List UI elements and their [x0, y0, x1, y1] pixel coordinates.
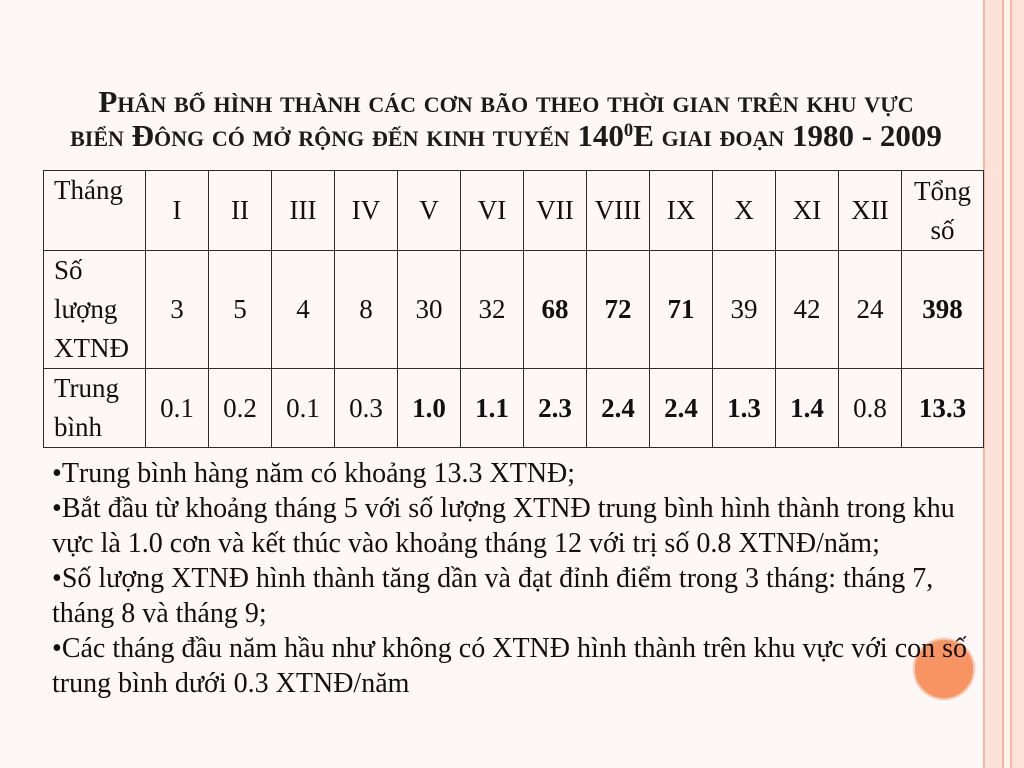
header-month-cell: XII: [839, 171, 902, 251]
bullet-item: [52, 561, 980, 631]
decorative-stripe: [1012, 0, 1024, 768]
bullet-item: [52, 631, 980, 701]
table-row-count: [44, 251, 984, 369]
header-month-cell: IX: [650, 171, 713, 251]
degree-superscript: 0: [623, 119, 634, 141]
bullet-text: Các tháng đầu năm hầu như không có XTNĐ hình thành trên khu vực với con số trung bình dưới 0.3 XTNĐ/năm: [52, 633, 968, 699]
table-header-row: [44, 171, 984, 251]
average-cell: 1.4: [776, 369, 839, 448]
storm-frequency-table: [43, 170, 984, 448]
bullet-marker: •: [52, 563, 62, 594]
title-line-2: [40, 119, 972, 153]
count-cell: 71: [650, 251, 713, 369]
bullet-list: [52, 456, 980, 701]
count-cell: 8: [335, 251, 398, 369]
average-total-cell: 13.3: [902, 369, 984, 448]
header-month-cell: IV: [335, 171, 398, 251]
average-cell: 0.8: [839, 369, 902, 448]
bullet-marker: •: [52, 458, 62, 489]
average-cell: 2.4: [587, 369, 650, 448]
row-label-cell: Số lượng XTNĐ: [44, 251, 146, 369]
header-month-cell: VIII: [587, 171, 650, 251]
bullet-item: [52, 491, 980, 561]
bullet-text: Trung bình hàng năm có khoảng 13.3 XTNĐ;: [61, 458, 576, 489]
header-month-cell: XI: [776, 171, 839, 251]
header-month-cell: VII: [524, 171, 587, 251]
header-month-cell: I: [146, 171, 209, 251]
count-cell: 3: [146, 251, 209, 369]
header-month-cell: VI: [461, 171, 524, 251]
slide-title: [40, 85, 972, 153]
average-cell: 1.3: [713, 369, 776, 448]
title-line-2-start: biển Đông có mở rộng đến kinh tuyến 140: [70, 118, 624, 153]
bullet-text: Bắt đầu từ khoảng tháng 5 với số lượng XTNĐ trung bình hình thành trong khu vực là 1.0 cơn và kết thúc vào khoảng tháng 12 với trị số 0.8 XTNĐ/năm;: [52, 493, 955, 559]
average-cell: 0.3: [335, 369, 398, 448]
header-label-cell: Tháng: [44, 171, 146, 251]
count-cell: 68: [524, 251, 587, 369]
count-cell: 4: [272, 251, 335, 369]
count-cell: 72: [587, 251, 650, 369]
title-line-1: Phân bố hình thành các cơn bão theo thời gian trên khu vực: [98, 84, 914, 119]
count-cell: 39: [713, 251, 776, 369]
row-label-cell: Trung bình: [44, 369, 146, 448]
count-cell: 42: [776, 251, 839, 369]
average-cell: 0.1: [272, 369, 335, 448]
header-month-cell: III: [272, 171, 335, 251]
bullet-text: Số lượng XTNĐ hình thành tăng dần và đạt đỉnh điểm trong 3 tháng: tháng 7, tháng 8 và tháng 9;: [52, 563, 934, 629]
count-cell: 30: [398, 251, 461, 369]
average-cell: 1.1: [461, 369, 524, 448]
decorative-stripe: [985, 0, 1002, 768]
average-cell: 0.1: [146, 369, 209, 448]
bullet-marker: •: [52, 633, 62, 664]
average-cell: 2.3: [524, 369, 587, 448]
count-cell: 32: [461, 251, 524, 369]
header-month-cell: X: [713, 171, 776, 251]
average-cell: 2.4: [650, 369, 713, 448]
header-total-cell: Tổng số: [902, 171, 984, 251]
count-cell: 5: [209, 251, 272, 369]
bullet-item: [52, 456, 980, 491]
average-cell: 1.0: [398, 369, 461, 448]
title-line-2-end: E giai đoạn 1980 - 2009: [633, 118, 942, 153]
header-month-cell: V: [398, 171, 461, 251]
count-cell: 24: [839, 251, 902, 369]
header-month-cell: II: [209, 171, 272, 251]
table-row-average: [44, 369, 984, 448]
count-total-cell: 398: [902, 251, 984, 369]
bullet-marker: •: [52, 493, 62, 524]
average-cell: 0.2: [209, 369, 272, 448]
